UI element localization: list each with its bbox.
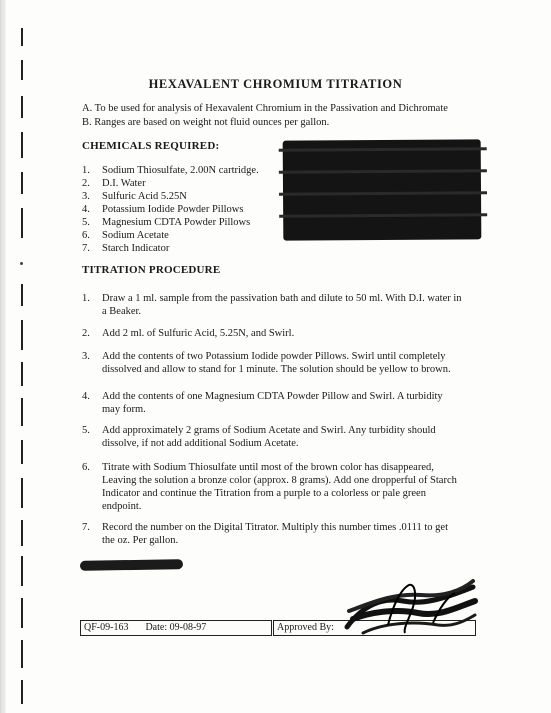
chemical-item [82,230,169,241]
margin-dot [20,262,23,265]
chemical-text: Sulfuric Acid 5.25N [102,191,187,202]
procedure-step [82,390,462,415]
document-title: HEXAVALENT CHROMIUM TITRATION [148,77,403,91]
chemical-text: Magnesium CDTA Powder Pillows [102,217,251,228]
step-text: Add the contents of one Magnesium CDTA Powder Pillow and Swirl. A turbidity may form. [102,391,443,415]
margin-mark [21,478,23,508]
margin-mark [21,284,23,306]
procedure-step [82,461,462,512]
redaction-stroke [279,147,487,151]
step-number: 3. [82,351,90,362]
step-number: 4. [82,391,90,402]
chemical-item [82,243,169,254]
chemical-number: 4. [82,204,90,215]
margin-mark [21,96,23,118]
margin-mark [21,362,23,386]
chemical-text: Potassium Iodide Powder Pillows [102,204,244,215]
chemicals-heading: CHEMICALS REQUIRED: [82,140,220,152]
step-text: Draw a 1 ml. sample from the passivation bath and dilute to 50 ml. With D.I. water in a Beaker. [102,293,462,317]
procedure-step [82,350,462,375]
form-info-box [80,620,272,636]
redaction-stroke [279,169,487,173]
chemical-item [82,178,146,189]
chemical-text: D.I. Water [102,178,146,189]
step-text: Record the number on the Digital Titrator. Multiply this number times .0111 to get the oz. Per gallon. [102,522,448,546]
chemical-number: 2. [82,178,90,189]
margin-mark [21,640,23,668]
margin-mark [21,520,23,546]
intro-line-a: A. To be used for analysis of Hexavalent Chromium in the Passivation and Dichromate [82,103,448,114]
chemical-number: 6. [82,230,90,241]
chemical-number: 3. [82,191,90,202]
margin-mark [21,598,23,628]
redaction-stroke [279,191,487,195]
form-date: Date: 09-08-97 [145,622,207,633]
step-number: 7. [82,522,90,533]
step-number: 5. [82,425,90,436]
margin-mark [21,440,23,464]
intro-line-b: B. Ranges are based on weight not fluid ounces per gallon. [82,117,330,128]
signature-redaction [343,575,478,635]
redaction-stroke [279,213,487,217]
margin-mark [21,680,23,704]
margin-mark [21,398,23,426]
step-text: Add the contents of two Potassium Iodide powder Pillows. Swirl until completely dissolved and allow to stand for 1 minute. The solution should be yellow to brown. [102,351,451,375]
procedure-step [82,327,462,340]
procedure-step [82,292,462,317]
redaction-line [80,559,183,571]
procedure-heading: TITRATION PROCEDURE [82,264,221,276]
margin-mark [21,132,23,158]
margin-mark [21,28,23,46]
margin-mark [21,208,23,238]
chemical-text: Sodium Acetate [102,230,169,241]
margin-mark [21,320,23,350]
step-number: 1. [82,293,90,304]
chemical-item [82,165,259,176]
approved-by-label: Approved By: [277,622,334,633]
chemical-text: Starch Indicator [102,243,170,254]
procedure-step [82,521,462,546]
redaction-block [283,139,482,240]
chemical-number: 7. [82,243,90,254]
margin-mark [21,172,23,194]
margin-mark [21,556,23,586]
chemical-item [82,191,187,202]
chemical-number: 5. [82,217,90,228]
chemical-item [82,204,243,215]
step-text: Titrate with Sodium Thiosulfate until most of the brown color has disappeared, Leaving the solution a bronze color (approx. 8 grams). Add one dropperful of Starch Indicator and continue the Titration from a purple to a colorless or pale green endpoint. [102,462,457,512]
form-number: QF-09-163 [84,622,129,633]
procedure-step [82,424,462,449]
scan-edge [0,0,6,713]
chemical-number: 1. [82,165,90,176]
chemical-text: Sodium Thiosulfate, 2.00N cartridge. [102,165,259,176]
step-text: Add 2 ml. of Sulfuric Acid, 5.25N, and Swirl. [102,328,295,339]
step-number: 2. [82,328,90,339]
chemical-item [82,217,250,228]
step-number: 6. [82,462,90,473]
step-text: Add approximately 2 grams of Sodium Acetate and Swirl. Any turbidity should dissolve, if not add additional Sodium Acetate. [102,425,436,449]
